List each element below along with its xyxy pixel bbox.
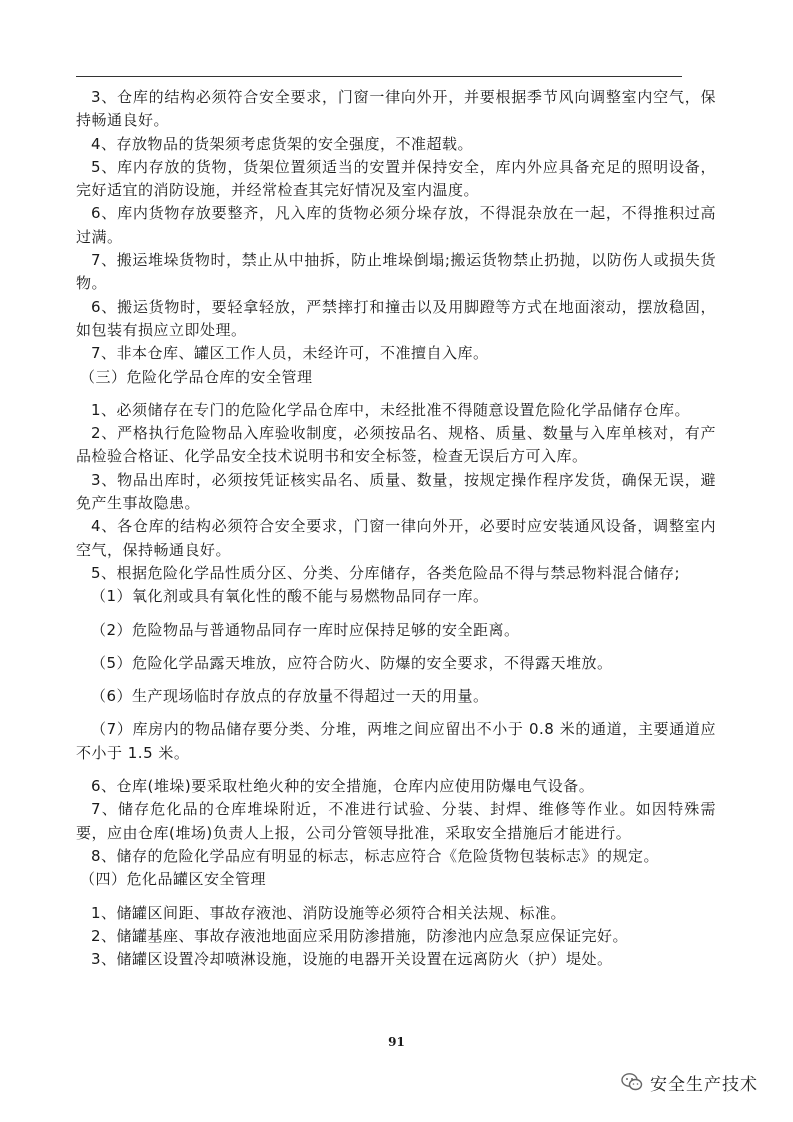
paragraph: 6、搬运货物时，要轻拿轻放，严禁摔打和撞击以及用脚蹬等方式在地面滚动，摆放稳固，如包装有损应立即处理。 bbox=[76, 297, 716, 339]
paragraph: 1、储罐区间距、事故存液池、消防设施等必须符合相关法规、标准。 bbox=[91, 903, 567, 922]
paragraph: 7、储存危化品的仓库堆垛附近，不准进行试验、分装、封焊、维修等作业。如因特殊需要，应由仓库(堆场)负责人上报，公司分管领导批准，采取安全措施后才能进行。 bbox=[76, 800, 716, 842]
paragraph: 4、各仓库的结构必须符合安全要求，门窗一律向外开，必要时应安装通风设备，调整室内空气，保持畅通良好。 bbox=[76, 517, 716, 559]
section-heading: （三）危险化学品仓库的安全管理 bbox=[80, 367, 313, 386]
paragraph: 4、存放物品的货架须考虑货架的安全强度，不准超载。 bbox=[91, 134, 474, 153]
document-body bbox=[76, 86, 716, 971]
list-item: （6）生产现场临时存放点的存放量不得超过一天的用量。 bbox=[91, 687, 489, 706]
list-item: （2）危险物品与普通物品同存一库时应保持足够的安全距离。 bbox=[91, 620, 520, 639]
watermark-text: 安全生产技术 bbox=[650, 1074, 758, 1095]
paragraph: 8、储存的危险化学品应有明显的标志，标志应符合《危险货物包装标志》的规定。 bbox=[91, 846, 660, 865]
paragraph: 2、严格执行危险物品入库验收制度，必须按品名、规格、质量、数量与入库单核对，有产品检验合格证、化学品安全技术说明书和安全标签，检查无误后方可入库。 bbox=[76, 424, 716, 466]
paragraph: 7、搬运堆垛货物时，禁止从中抽拆，防止堆垛倒塌;搬运货物禁止扔抛，以防伤人或损失货物。 bbox=[76, 251, 716, 293]
wechat-icon bbox=[620, 1070, 644, 1094]
list-item: （5）危险化学品露天堆放，应符合防火、防爆的安全要求，不得露天堆放。 bbox=[91, 653, 613, 672]
paragraph: 2、储罐基座、事故存液池地面应采用防渗措施，防渗池内应急泵应保证完好。 bbox=[91, 926, 629, 945]
paragraph: 5、根据危险化学品性质分区、分类、分库储存，各类危险品不得与禁忌物料混合储存; bbox=[91, 563, 681, 582]
paragraph: 3、物品出库时，必须按凭证核实品名、质量、数量，按规定操作程序发货，确保无误，避免产生事故隐患。 bbox=[76, 470, 716, 513]
paragraph: 1、必须储存在专门的危险化学品仓库中，未经批准不得随意设置危险化学品储存仓库。 bbox=[91, 400, 691, 419]
paragraph: 6、库内货物存放要整齐，凡入库的货物必须分垛存放，不得混杂放在一起，不得推积过高过满。 bbox=[76, 204, 716, 246]
list-item: （7）库房内的物品储存要分类、分堆，两堆之间应留出不小于 0.8 米的通道，主要通道应不小于 1.5 米。 bbox=[76, 720, 716, 762]
section-heading: （四）危化品罐区安全管理 bbox=[80, 870, 267, 889]
list-item: （1）氧化剂或具有氧化性的酸不能与易燃物品同存一库。 bbox=[91, 587, 489, 606]
paragraph: 6、仓库(堆垛)要采取杜绝火种的安全措施，仓库内应使用防爆电气设备。 bbox=[91, 777, 595, 796]
page-number: 91 bbox=[388, 1035, 405, 1049]
account-watermark bbox=[620, 1068, 758, 1096]
paragraph: 5、库内存放的货物，货架位置须适当的安置并保持安全，库内外应具备充足的照明设备，完好适宜的消防设施，并经常检查其完好情况及室内温度。 bbox=[76, 157, 716, 200]
header-rule bbox=[76, 76, 682, 77]
paragraph: 3、储罐区设置冷却喷淋设施，设施的电器开关设置在远离防火（护）堤处。 bbox=[91, 950, 613, 969]
paragraph: 3、仓库的结构必须符合安全要求，门窗一律向外开，并要根据季节风向调整室内空气，保持畅通良好。 bbox=[76, 88, 716, 130]
paragraph: 7、非本仓库、罐区工作人员，未经许可，不准擅自入库。 bbox=[91, 344, 489, 363]
